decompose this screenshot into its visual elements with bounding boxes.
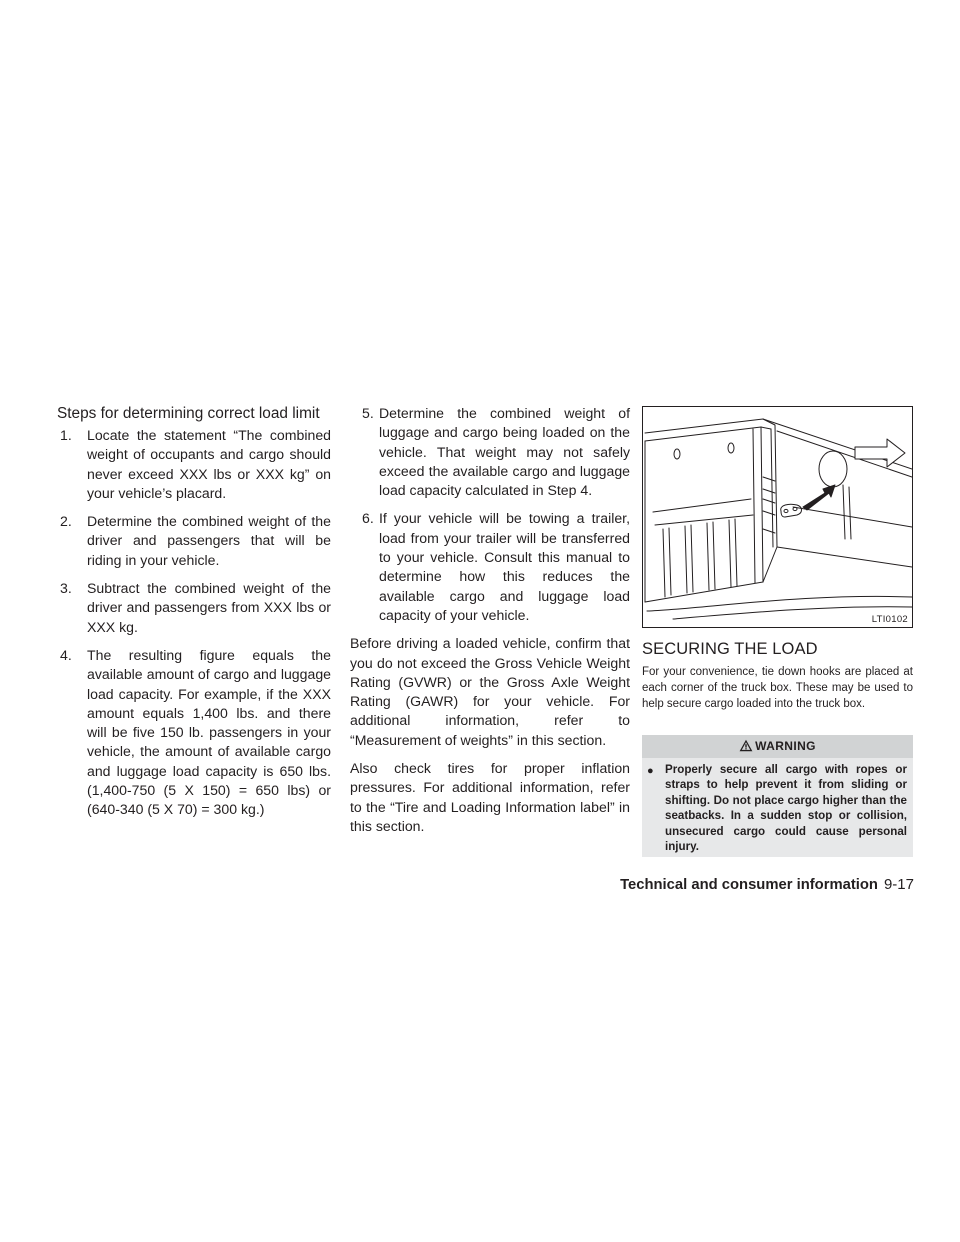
warning-bullet: ● <box>647 765 654 777</box>
left-column <box>57 404 331 829</box>
page-number: 9-17 <box>883 876 914 893</box>
step-text: The resulting figure equals the available amount of cargo and luggage load capacity. For example, if the XXX amount equals 1,400 lbs. and there will be five 150 lb. passengers in your vehicle, the amount of available cargo and luggage load capacity is 650 lbs. (1,400-750 (5 X 150) = 650 lbs) or (640-340 (5 X 70) = 300 kg.) <box>87 646 331 818</box>
warning-box <box>642 735 913 857</box>
middle-column <box>350 404 630 845</box>
step-item <box>350 509 630 625</box>
step-text: Subtract the combined weight of the driver and passengers from XXX lbs or XXX kg. <box>87 580 331 635</box>
step-number: 1. <box>60 427 72 443</box>
step-item <box>57 512 331 570</box>
load-limit-steps-continued <box>350 404 630 625</box>
warning-text: Properly secure all cargo with ropes or straps to help prevent it from sliding or shifting. Do not place cargo higher than the seatbacks. In a sudden stop or collision, unsecured cargo could cause personal injury. <box>665 763 907 854</box>
warning-title: WARNING <box>755 739 816 753</box>
section-heading: SECURING THE LOAD <box>642 640 818 658</box>
body-paragraph-gvwr: Before driving a loaded vehicle, confirm that you do not exceed the Gross Vehicle Weight Rating (GVWR) or the Gross Axle Weight Rating (GAWR) for your vehicle. For additional information, refer to “Measurement of weights” in this section. <box>350 635 630 748</box>
step-item <box>57 426 331 503</box>
step-number: 5. <box>362 405 374 421</box>
step-item <box>57 579 331 637</box>
body-paragraph-inflation: Also check tires for proper inflation pressures. For additional information, refer to the “Tire and Loading Information label” in this section. <box>350 760 630 834</box>
truck-bed-drawing <box>643 407 912 627</box>
warning-icon <box>739 739 753 752</box>
step-number: 4. <box>60 646 72 663</box>
step-text: Determine the combined weight of luggage and cargo being loaded on the vehicle. That weight may not safely exceed the available cargo and luggage load capacity calculated in Step 4. <box>379 405 630 499</box>
figure-label: LTI0102 <box>871 614 908 625</box>
footer-section-title: Technical and consumer information <box>620 877 878 893</box>
warning-header <box>642 735 913 758</box>
step-item <box>57 646 331 820</box>
step-text: Determine the combined weight of the driver and passengers that will be riding in your vehicle. <box>87 513 331 568</box>
sub-heading-load-limit: Steps for determining correct load limit <box>57 405 320 422</box>
section-body: For your convenience, tie down hooks are placed at each corner of the truck box. These may be used to help secure cargo loaded into the truck box. <box>642 666 913 710</box>
step-number: 2. <box>60 513 72 530</box>
step-number: 3. <box>60 580 72 597</box>
step-text: If your vehicle will be towing a trailer, load from your trailer will be transferred to your vehicle. Consult this manual to determine how this reduces the available cargo and luggage load capacity of your vehicle. <box>379 510 630 623</box>
step-text: Locate the statement “The combined weight of occupants and cargo should never exceed XXX lbs or XXX kg” on your vehicle’s placard. <box>87 427 331 501</box>
step-number: 6. <box>362 510 374 527</box>
warning-title-row <box>642 739 913 753</box>
step-item <box>350 404 630 500</box>
load-limit-steps <box>57 426 331 820</box>
page-footer <box>620 876 914 894</box>
truck-bed-illustration <box>642 406 913 628</box>
